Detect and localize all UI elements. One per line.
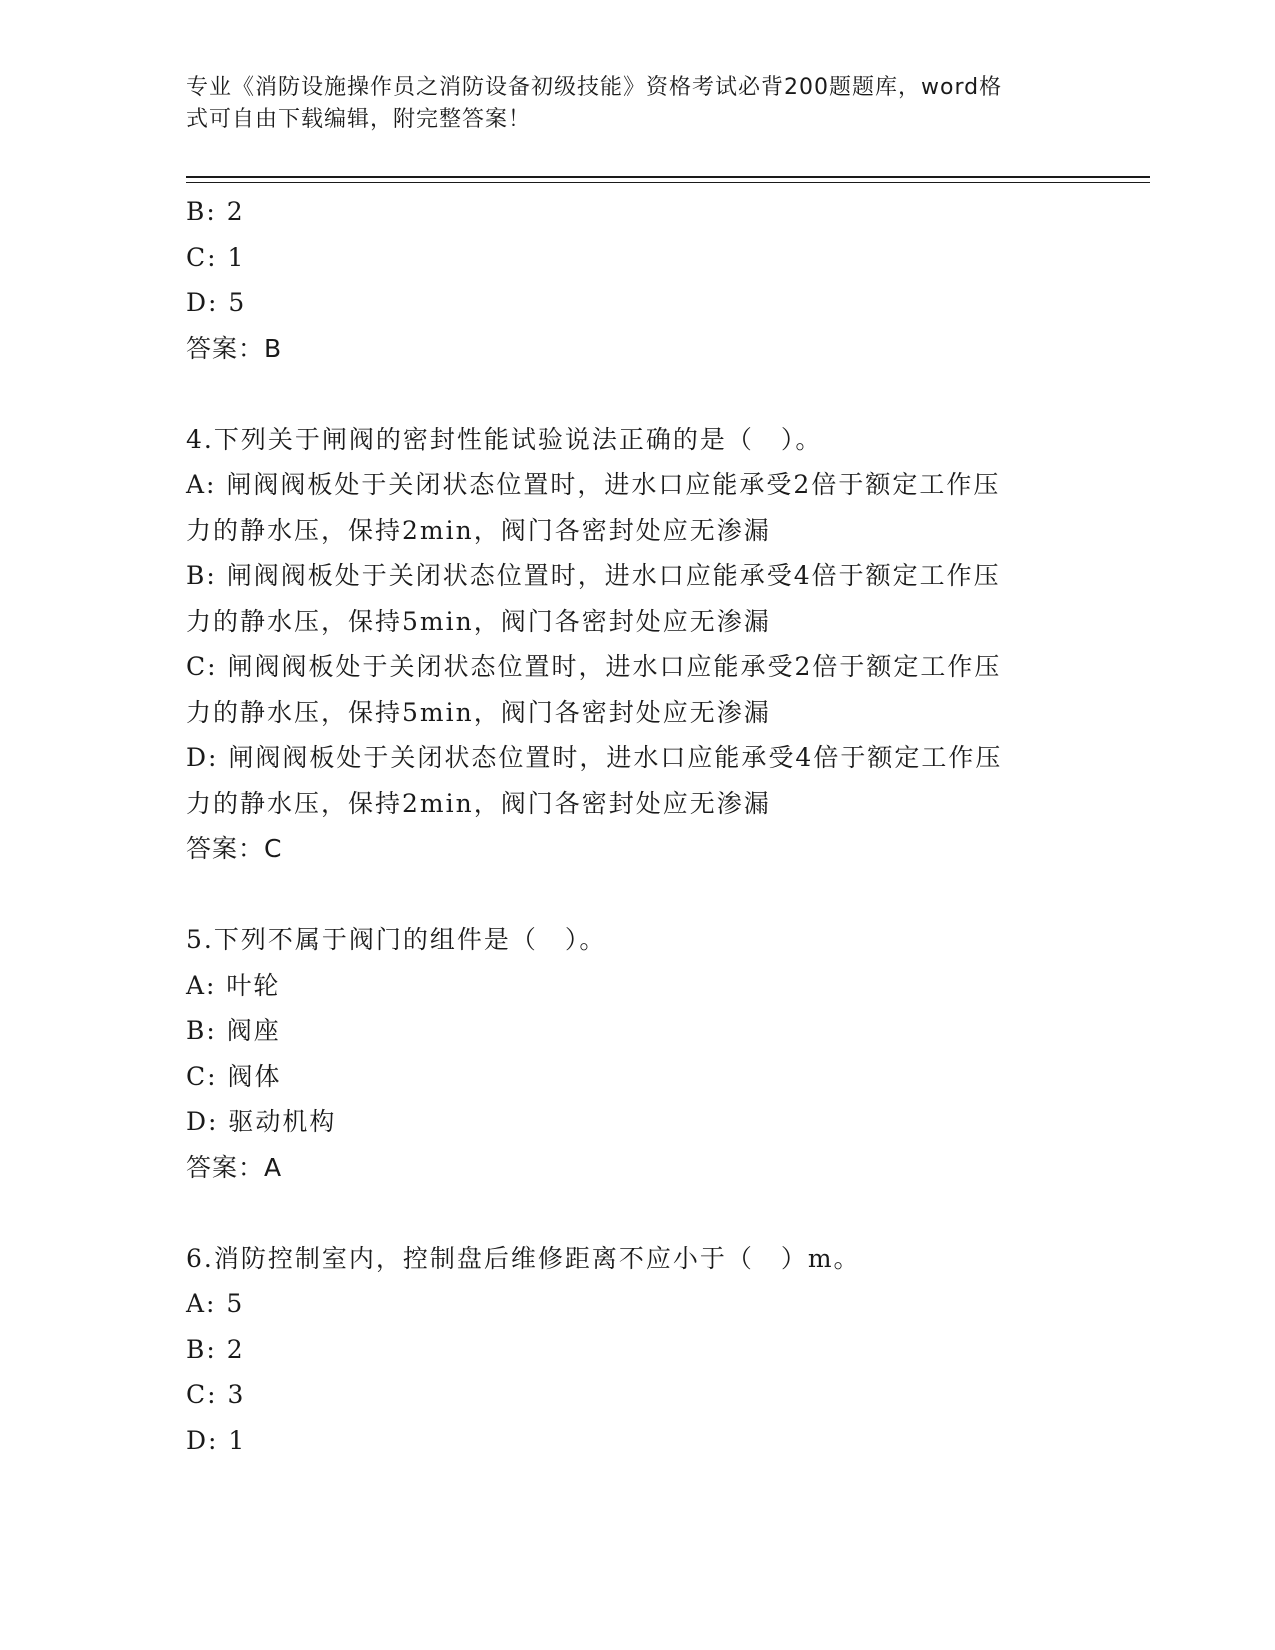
option-d: D: 1 [186, 1425, 247, 1455]
question-spacer [186, 1190, 1086, 1236]
option-d-line-1: D: 闸阀阀板处于关闭状态位置时，进水口应能承受4倍于额定工作压 [186, 743, 1003, 772]
option-c-line-2: 力的静水压，保持5min，阀门各密封处应无渗漏 [186, 697, 771, 727]
question-3-tail [186, 189, 1086, 371]
answer-line: 答案：C [186, 834, 283, 863]
question-list [186, 189, 1086, 1463]
option-b: B: 阀座 [186, 1016, 281, 1045]
option-d-line-2: 力的静水压，保持2min，阀门各密封处应无渗漏 [186, 788, 771, 818]
document-header [186, 72, 1066, 136]
answer-line: 答案：A [186, 1152, 283, 1182]
question-text: 4.下列关于闸阀的密封性能试验说法正确的是（ ）。 [186, 424, 823, 454]
option-b: B: 2 [186, 197, 245, 226]
option-b-line-2: 力的静水压，保持5min，阀门各密封处应无渗漏 [186, 606, 771, 636]
question-6 [186, 1236, 1086, 1464]
option-d: D: 驱动机构 [186, 1107, 337, 1136]
question-text: 5.下列不属于阀门的组件是（ ）。 [186, 925, 607, 954]
question-spacer [186, 872, 1086, 918]
option-d: D: 5 [186, 288, 247, 317]
question-5 [186, 917, 1086, 1190]
option-a: A: 叶轮 [186, 970, 281, 1000]
answer-line: 答案：B [186, 333, 283, 363]
option-a-line-2: 力的静水压，保持2min，阀门各密封处应无渗漏 [186, 515, 771, 545]
question-text: 6.消防控制室内，控制盘后维修距离不应小于（ ）m。 [186, 1243, 861, 1273]
header-line-2: 式可自由下载编辑，附完整答案！ [186, 107, 532, 132]
option-a: A: 5 [186, 1289, 245, 1318]
header-divider-thin [186, 182, 1150, 183]
header-divider-thick [186, 176, 1150, 178]
header-line-1: 专业《消防设施操作员之消防设备初级技能》资格考试必背200题题库，word格 [186, 75, 1003, 100]
option-c: C: 3 [186, 1380, 246, 1409]
option-b-line-1: B: 闸阀阀板处于关闭状态位置时，进水口应能承受4倍于额定工作压 [186, 561, 1001, 590]
option-a-line-1: A: 闸阀阀板处于关闭状态位置时，进水口应能承受2倍于额定工作压 [186, 470, 1001, 499]
option-c: C: 1 [186, 242, 246, 272]
option-b: B: 2 [186, 1334, 245, 1364]
question-4 [186, 417, 1086, 872]
option-c: C: 阀体 [186, 1061, 282, 1091]
question-spacer [186, 371, 1086, 417]
option-c-line-1: C: 闸阀阀板处于关闭状态位置时，进水口应能承受2倍于额定工作压 [186, 652, 1002, 681]
